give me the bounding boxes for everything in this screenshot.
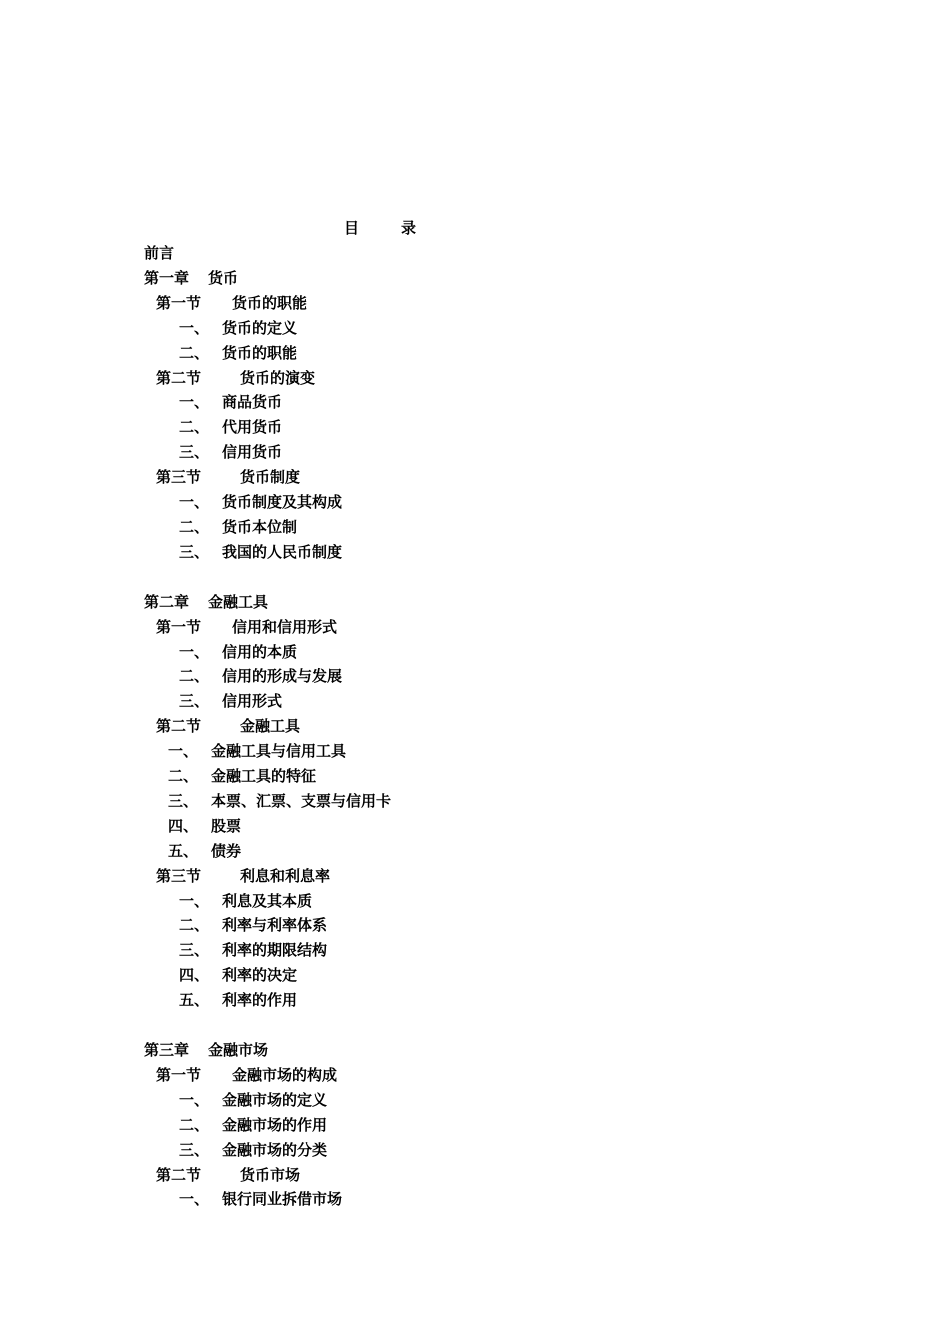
toc-item[interactable]	[144, 1113, 844, 1138]
toc-list	[144, 241, 844, 1212]
toc-entry-title: 利率的期限结构	[222, 941, 328, 960]
toc-entry-number: 四、	[168, 816, 199, 835]
toc-entry-number: 第一节	[156, 293, 202, 312]
toc-entry-title: 利率的作用	[222, 991, 298, 1010]
toc-chapter[interactable]	[144, 266, 844, 291]
toc-entry-title: 商品货币	[222, 393, 283, 412]
toc-entry-number: 二、	[168, 767, 199, 786]
toc-spacer	[144, 565, 844, 590]
toc-entry-number: 二、	[179, 667, 210, 686]
toc-entry-number: 二、	[179, 343, 210, 362]
toc-entry-title: 债券	[211, 841, 242, 860]
toc-item[interactable]	[144, 988, 844, 1013]
toc-entry-title: 信用的本质	[222, 642, 298, 661]
toc-entry-number: 第二章	[144, 592, 190, 611]
toc-entry-title: 本票、汇票、支票与信用卡	[211, 791, 392, 810]
toc-section[interactable]	[144, 1063, 844, 1088]
toc-item[interactable]	[144, 889, 844, 914]
toc-entry-title: 货币的职能	[232, 293, 308, 312]
toc-entry-title: 股票	[211, 816, 242, 835]
toc-item[interactable]	[144, 689, 844, 714]
toc-entry-number: 二、	[179, 1115, 210, 1134]
toc-entry-number: 第三节	[156, 468, 202, 487]
toc-item[interactable]	[144, 390, 844, 415]
toc-entry-title: 金融工具	[240, 717, 301, 736]
toc-chapter[interactable]	[144, 1038, 844, 1063]
toc-entry-number: 三、	[179, 692, 210, 711]
toc-title-right: 录	[401, 219, 417, 237]
toc-entry-number: 五、	[168, 841, 199, 860]
toc-title	[344, 216, 416, 240]
toc-entry-title: 信用的形成与发展	[222, 667, 343, 686]
toc-entry-number: 五、	[179, 991, 210, 1010]
toc-entry-title: 信用和信用形式	[232, 617, 338, 636]
toc-item[interactable]	[144, 739, 844, 764]
toc-entry-title: 金融市场	[208, 1041, 269, 1059]
toc-entry-number: 二、	[179, 916, 210, 935]
toc-section[interactable]	[144, 291, 844, 316]
toc-entry-title: 银行同业拆借市场	[222, 1190, 343, 1209]
toc-entry-title: 我国的人民币制度	[222, 542, 343, 561]
toc-entry-number: 第二节	[156, 717, 202, 736]
toc-item[interactable]	[144, 415, 844, 440]
toc-item[interactable]	[144, 664, 844, 689]
toc-entry-number: 四、	[179, 966, 210, 985]
toc-entry-number: 二、	[179, 418, 210, 437]
toc-entry-title: 利息和利息率	[240, 866, 331, 885]
toc-entry-title: 金融市场的定义	[222, 1090, 328, 1109]
toc-entry-number: 一、	[168, 742, 199, 761]
toc-entry-number: 第二节	[156, 368, 202, 387]
toc-entry-title: 货币市场	[240, 1165, 301, 1184]
toc-entry-title: 金融市场的作用	[222, 1115, 328, 1134]
toc-entry-title: 信用货币	[222, 443, 283, 462]
toc-spacer	[144, 1013, 844, 1038]
toc-item[interactable]	[144, 938, 844, 963]
toc-item[interactable]	[144, 490, 844, 515]
toc-entry-title: 信用形式	[222, 692, 283, 711]
toc-entry-title: 金融市场的分类	[222, 1140, 328, 1159]
toc-entry-title: 货币本位制	[222, 517, 298, 536]
toc-entry-number: 一、	[179, 493, 210, 512]
toc-section[interactable]	[144, 465, 844, 490]
toc-entry-number: 三、	[179, 941, 210, 960]
toc-entry-number: 一、	[179, 1190, 210, 1209]
toc-item[interactable]	[144, 764, 844, 789]
toc-entry-number: 三、	[168, 791, 199, 810]
toc-entry-number: 第二节	[156, 1165, 202, 1184]
toc-entry-number: 一、	[179, 393, 210, 412]
toc-entry-title: 前言	[144, 244, 175, 262]
toc-item[interactable]	[144, 341, 844, 366]
toc-entry-number: 三、	[179, 1140, 210, 1159]
toc-entry-title: 利息及其本质	[222, 891, 313, 910]
toc-section[interactable]	[144, 366, 844, 391]
toc-entry-number: 一、	[179, 1090, 210, 1109]
toc-entry-title: 利率的决定	[222, 966, 298, 985]
toc-item[interactable]	[144, 1138, 844, 1163]
toc-item[interactable]	[144, 540, 844, 565]
toc-entry-number: 第三章	[144, 1041, 190, 1059]
toc-entry-number: 一、	[179, 318, 210, 337]
toc-section[interactable]	[144, 714, 844, 739]
toc-entry-title: 利率与利率体系	[222, 916, 328, 935]
toc-entry-title: 金融工具	[208, 592, 269, 611]
toc-item[interactable]	[144, 839, 844, 864]
toc-entry-number: 二、	[179, 517, 210, 536]
toc-item[interactable]	[144, 440, 844, 465]
toc-entry-title: 货币的职能	[222, 343, 298, 362]
toc-entry-title: 代用货币	[222, 418, 283, 437]
toc-entry-number: 第一章	[144, 268, 190, 287]
toc-item[interactable]	[144, 640, 844, 665]
toc-entry-title: 货币	[208, 268, 239, 287]
toc-entry-number: 三、	[179, 542, 210, 561]
toc-entry-number: 第一节	[156, 1065, 202, 1084]
toc-entry-number: 第一节	[156, 617, 202, 636]
toc-item[interactable]	[144, 789, 844, 814]
toc-item[interactable]	[144, 1088, 844, 1113]
toc-item[interactable]	[144, 814, 844, 839]
toc-entry-title: 金融工具与信用工具	[211, 742, 347, 761]
toc-entry-number: 一、	[179, 891, 210, 910]
toc-item[interactable]	[144, 1187, 844, 1212]
toc-entry-title: 货币制度及其构成	[222, 493, 343, 512]
toc-chapter[interactable]	[144, 590, 844, 615]
toc-entry-number: 三、	[179, 443, 210, 462]
toc-entry-number: 第三节	[156, 866, 202, 885]
toc-entry-title: 金融市场的构成	[232, 1065, 338, 1084]
toc-title-left: 目	[344, 219, 360, 237]
toc-entry-number: 一、	[179, 642, 210, 661]
toc-item[interactable]	[144, 963, 844, 988]
toc-section[interactable]	[144, 615, 844, 640]
toc-item[interactable]	[144, 316, 844, 341]
toc-item[interactable]	[144, 515, 844, 540]
toc-entry-title: 货币的定义	[222, 318, 298, 337]
toc-section[interactable]	[144, 864, 844, 889]
toc-entry-title: 金融工具的特征	[211, 767, 317, 786]
toc-entry-title: 货币制度	[240, 468, 301, 487]
toc-entry-preface[interactable]	[144, 241, 844, 266]
toc-section[interactable]	[144, 1163, 844, 1188]
toc-item[interactable]	[144, 913, 844, 938]
toc-entry-title: 货币的演变	[240, 368, 316, 387]
